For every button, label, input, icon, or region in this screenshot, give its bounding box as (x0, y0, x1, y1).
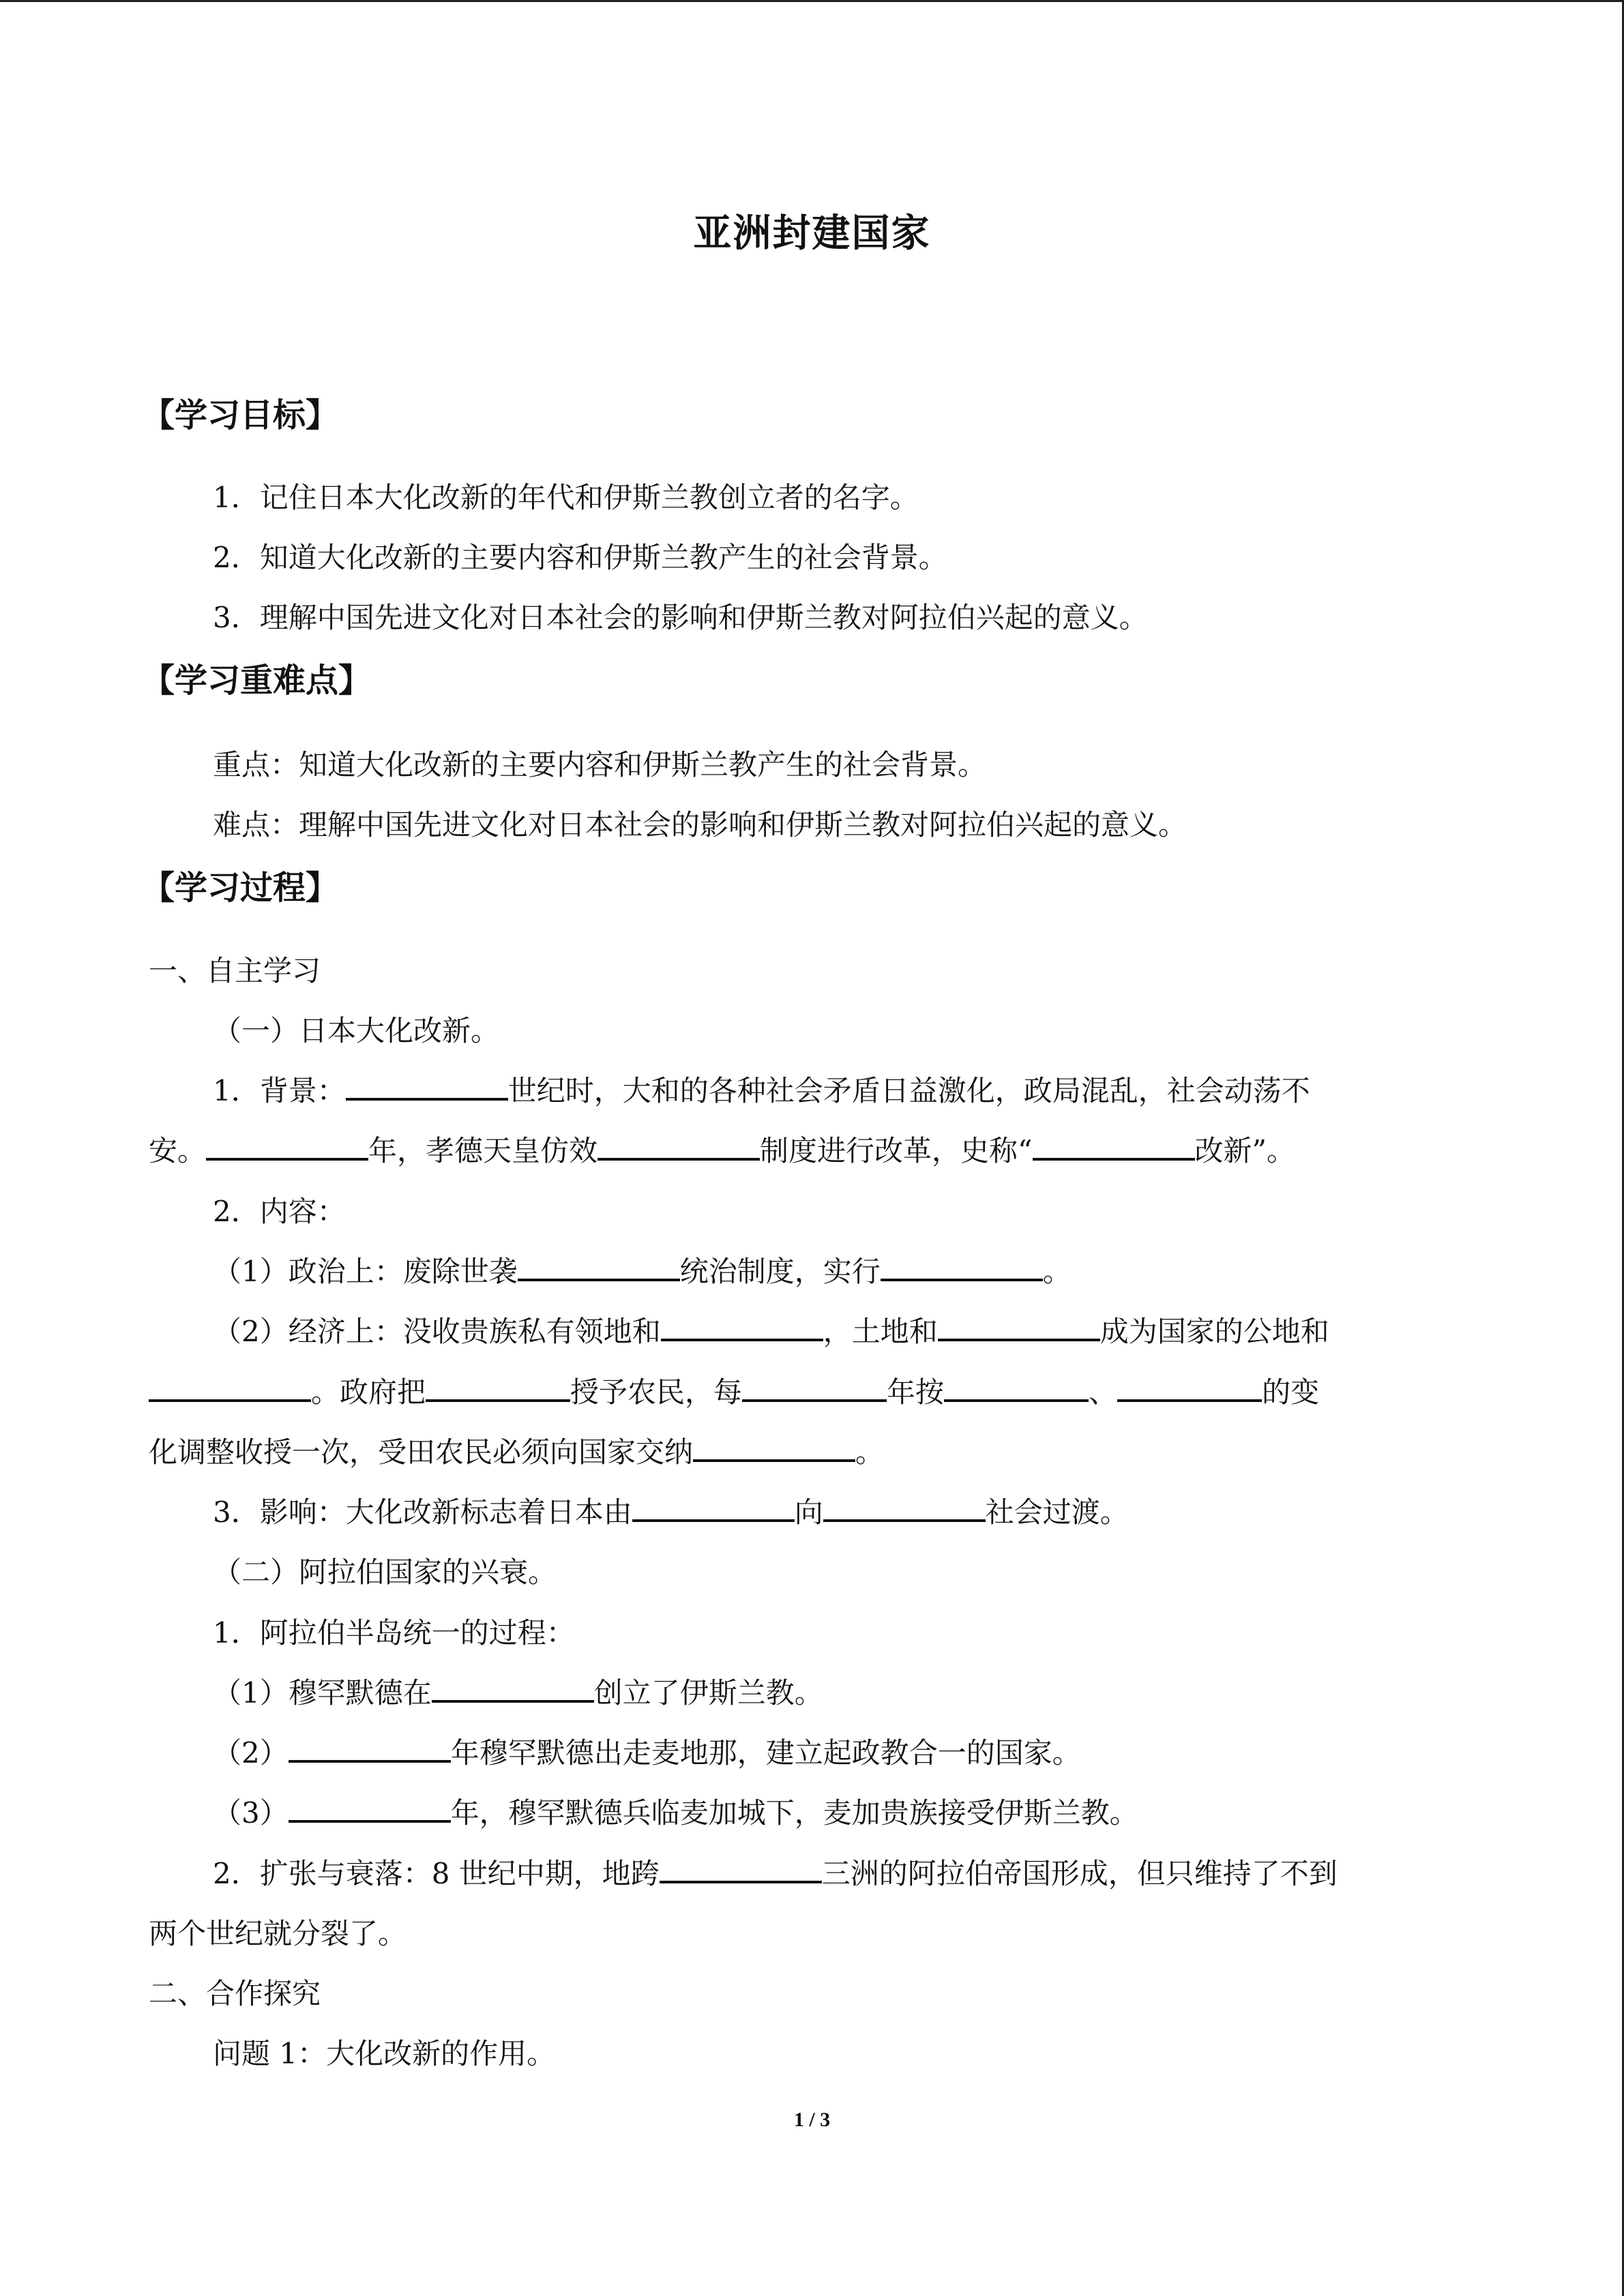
fill-blank[interactable] (881, 1254, 1043, 1281)
expansion-line-1 (213, 1853, 1338, 1894)
fill-blank[interactable] (693, 1435, 855, 1462)
fill-blank[interactable] (823, 1495, 986, 1522)
cooperation-title: 二、合作探究 (149, 1977, 321, 2010)
text-span: ，土地和 (823, 1315, 938, 1348)
unify-step-3 (213, 1793, 1138, 1834)
text-span: 统治制度，实行 (679, 1255, 881, 1288)
fill-blank[interactable] (346, 1073, 508, 1101)
fill-blank[interactable] (518, 1254, 680, 1281)
part1-title: （一）日本大化改新。 (213, 1014, 500, 1047)
text-span: 年，孝德天皇仿效 (368, 1134, 598, 1167)
fill-blank[interactable] (632, 1495, 795, 1522)
unify-step-2 (213, 1733, 1081, 1774)
text-span: （2） (213, 1736, 289, 1770)
fill-blank[interactable] (289, 1735, 451, 1763)
fill-blank[interactable] (938, 1314, 1100, 1341)
fill-blank[interactable] (661, 1314, 823, 1341)
text-span: 三洲的阿拉伯帝国形成，但只维持了不到 (821, 1857, 1338, 1890)
text-span: 向 (794, 1495, 823, 1529)
text-span: （1）政治上：废除世袭 (213, 1255, 518, 1288)
text-span: （2）经济上：没收贵族私有领地和 (213, 1315, 661, 1348)
text-span: 年，穆罕默德兵临麦加城下，麦加贵族接受伊斯兰教。 (450, 1796, 1138, 1830)
objective-item: 2．知道大化改新的主要内容和伊斯兰教产生的社会背景。 (213, 541, 947, 574)
text-span: 1．背景： (213, 1074, 346, 1107)
economic-line-3 (149, 1432, 884, 1473)
fill-blank[interactable] (206, 1133, 368, 1161)
background-line-2 (149, 1131, 1295, 1172)
fill-blank[interactable] (742, 1375, 887, 1402)
text-span: 年按 (887, 1375, 945, 1409)
text-span: （1）穆罕默德在 (213, 1676, 432, 1710)
objective-item: 3．理解中国先进文化对日本社会的影响和伊斯兰教对阿拉伯兴起的意义。 (213, 601, 1148, 634)
fill-blank[interactable] (660, 1856, 822, 1883)
fill-blank[interactable] (289, 1795, 451, 1823)
expansion-line-2: 两个世纪就分裂了。 (149, 1917, 407, 1950)
fill-blank[interactable] (426, 1375, 570, 1402)
key-point: 重点：知道大化改新的主要内容和伊斯兰教产生的社会背景。 (213, 748, 987, 781)
process-heading: 【学习过程】 (142, 869, 339, 907)
unify-step-1 (213, 1673, 823, 1714)
text-span: 化调整收授一次，受田农民必须向国家交纳 (149, 1435, 694, 1469)
fill-blank[interactable] (944, 1375, 1089, 1402)
text-span: 3．影响：大化改新标志着日本由 (213, 1495, 632, 1529)
economic-line-2 (149, 1372, 1319, 1413)
fill-blank[interactable] (1033, 1133, 1195, 1161)
text-span: 授予农民，每 (570, 1375, 743, 1409)
text-span: 安。 (149, 1134, 207, 1167)
text-span: 成为国家的公地和 (1099, 1315, 1329, 1348)
objective-item: 1．记住日本大化改新的年代和伊斯兰教创立者的名字。 (213, 481, 919, 514)
text-span: （3） (213, 1796, 289, 1830)
text-span: 创立了伊斯兰教。 (593, 1676, 823, 1710)
political-line (213, 1251, 1072, 1292)
text-span: 。 (855, 1435, 885, 1469)
page-title: 亚洲封建国家 (693, 211, 931, 256)
content-label: 2．内容： (213, 1195, 346, 1228)
background-line-1 (213, 1071, 1310, 1112)
fill-blank[interactable] (1117, 1375, 1262, 1402)
unify-title: 1．阿拉伯半岛统一的过程： (213, 1616, 575, 1650)
difficulty-heading: 【学习重难点】 (142, 661, 372, 700)
text-span: 世纪时，大和的各种社会矛盾日益激化，政局混乱，社会动荡不 (507, 1074, 1310, 1107)
text-span: 社会过渡。 (985, 1495, 1129, 1529)
fill-blank[interactable] (149, 1375, 311, 1402)
text-span: 改新”。 (1194, 1134, 1295, 1167)
text-span: 制度进行改革，史称“ (760, 1134, 1033, 1167)
text-span: 。政府把 (311, 1375, 426, 1409)
objectives-heading: 【学习目标】 (142, 396, 339, 434)
page-number: 1 / 3 (793, 2108, 831, 2131)
text-span: 的变 (1262, 1375, 1320, 1409)
fill-blank[interactable] (432, 1675, 594, 1703)
question-1: 问题 1：大化改新的作用。 (213, 2037, 556, 2070)
text-span: 。 (1042, 1255, 1072, 1288)
influence-line (213, 1492, 1129, 1533)
text-span: 2．扩张与衰落：8 世纪中期，地跨 (213, 1857, 660, 1890)
difficult-point: 难点：理解中国先进文化对日本社会的影响和伊斯兰教对阿拉伯兴起的意义。 (213, 808, 1187, 841)
fill-blank[interactable] (597, 1133, 760, 1161)
economic-line-1 (213, 1311, 1329, 1352)
self-study-title: 一、自主学习 (149, 954, 321, 987)
text-span: 、 (1089, 1375, 1118, 1409)
text-span: 年穆罕默德出走麦地那，建立起政教合一的国家。 (450, 1736, 1081, 1770)
part2-title: （二）阿拉伯国家的兴衰。 (213, 1555, 557, 1589)
